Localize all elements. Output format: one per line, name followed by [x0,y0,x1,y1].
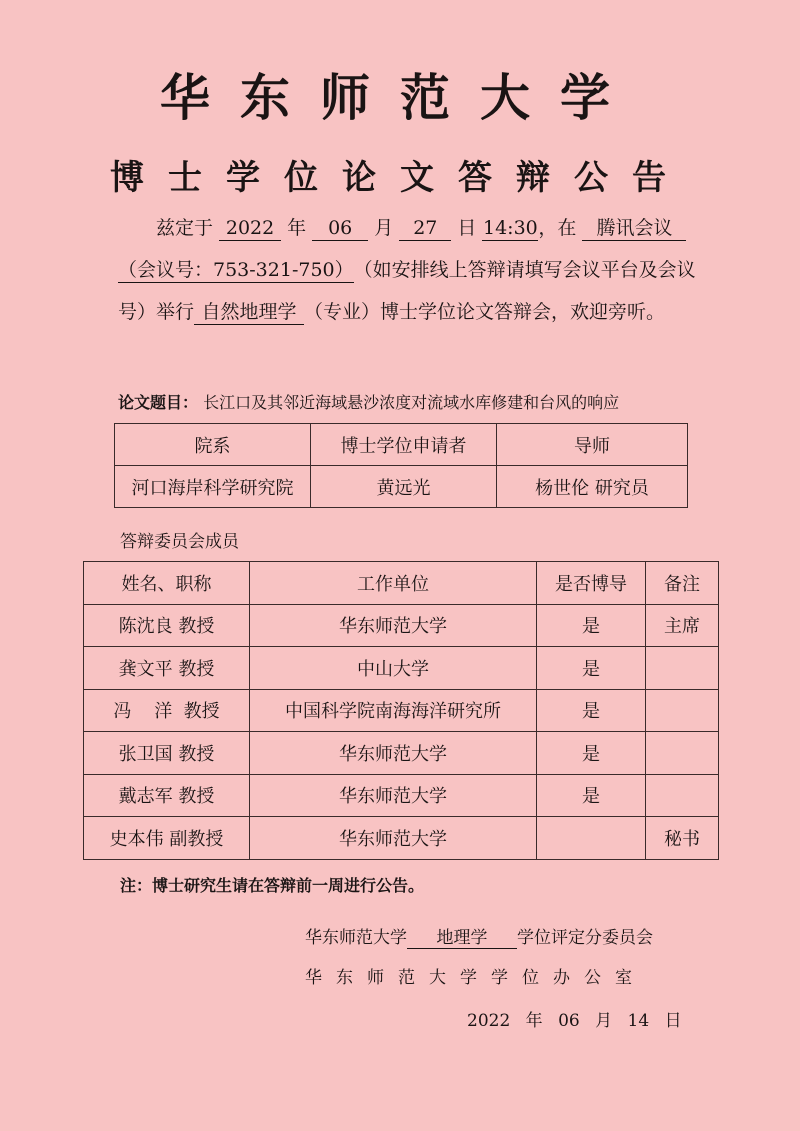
table-row [84,647,719,690]
table-cell [646,774,719,817]
date-day-unit: 日 [664,1011,682,1031]
signature-university: 华东师范大学 [305,928,407,948]
table-cell: 是 [537,732,646,775]
table-cell [646,689,719,732]
header-cell: 姓名、职称 [84,562,250,605]
announcement-day: 27 [399,216,451,241]
signature-date [467,1006,692,1031]
table-cell: 河口海岸科学研究院 [115,466,311,508]
table-cell: 华东师范大学 [250,817,537,860]
table-cell: 杨世伦 研究员 [497,466,688,508]
announcement-prefix: 兹定于 [156,217,214,239]
thesis-line [118,390,619,413]
table-row [84,604,719,647]
announcement-meeting-id: （会议号：753-321-750） [118,259,354,281]
date-month-unit: 月 [595,1011,613,1031]
header-cell: 导师 [497,424,688,466]
university-title: 华东师范大学 [160,68,640,127]
announcement-year-unit: 年 [287,217,307,239]
table-cell: 龚文平 教授 [84,647,250,690]
table-cell: 史本伟 副教授 [84,817,250,860]
signature-committee: 学位评定分委员会 [517,928,653,948]
thesis-title: 长江口及其邻近海域悬沙浓度对流域水库修建和台风的响应 [203,393,620,412]
announcement-at: ，在 [538,217,577,239]
applicant-table-header [115,424,688,466]
date-year-unit: 年 [525,1011,543,1031]
announcement-venue: 腾讯会议 [582,216,686,241]
header-cell: 院系 [115,424,311,466]
thesis-label: 论文题目： [118,393,199,412]
table-row [84,732,719,775]
table-cell: 张卫国 教授 [84,732,250,775]
signature-department: 地理学 [407,928,517,949]
announcement-year: 2022 [219,216,281,241]
table-row [115,466,688,508]
table-cell: 是 [537,647,646,690]
announcement-month-unit: 月 [374,217,394,239]
announcement-online-note: （如安排线上答辩请填写会议平台及会议号）举行 [118,259,696,323]
table-cell: 是 [537,604,646,647]
committee-table-header [84,562,719,605]
announcement-major-suffix: （专业）博士学位论文答辩会，欢迎旁听。 [304,301,666,323]
header-cell: 博士学位申请者 [311,424,497,466]
table-cell: 主席 [646,604,719,647]
table-cell: 中国科学院南海海洋研究所 [250,689,537,732]
announcement-time: 14:30 [483,217,538,239]
document-title: 博士学位论文答辩公告 [110,158,690,198]
table-row [84,689,719,732]
committee-table [83,561,719,860]
signature-office: 华东师范大学学位办公室 [305,968,646,988]
committee-label: 答辩委员会成员 [120,532,239,552]
date-month: 06 [558,1011,580,1031]
table-row [84,774,719,817]
table-cell: 黄远光 [311,466,497,508]
date-year: 2022 [467,1011,511,1031]
table-cell [646,732,719,775]
applicant-table [114,423,688,508]
table-cell: 是 [537,689,646,732]
announcement-month: 06 [312,216,368,241]
announcement-major: 自然地理学 [194,300,304,325]
table-cell: 冯 洋 教授 [84,689,250,732]
header-cell: 是否博导 [537,562,646,605]
table-cell [537,817,646,860]
table-row [84,817,719,860]
table-cell [646,647,719,690]
announcement-day-unit: 日 [457,217,477,239]
signature-line [305,923,653,949]
header-cell: 工作单位 [250,562,537,605]
footnote: 注：博士研究生请在答辩前一周进行公告。 [120,876,425,895]
table-cell: 华东师范大学 [250,774,537,817]
date-day: 14 [627,1011,650,1031]
table-cell: 是 [537,774,646,817]
table-cell: 戴志军 教授 [84,774,250,817]
header-cell: 备注 [646,562,719,605]
table-cell: 华东师范大学 [250,604,537,647]
announcement-paragraph [118,207,698,333]
table-cell: 秘书 [646,817,719,860]
table-cell: 中山大学 [250,647,537,690]
table-cell: 华东师范大学 [250,732,537,775]
table-cell: 陈沈良 教授 [84,604,250,647]
